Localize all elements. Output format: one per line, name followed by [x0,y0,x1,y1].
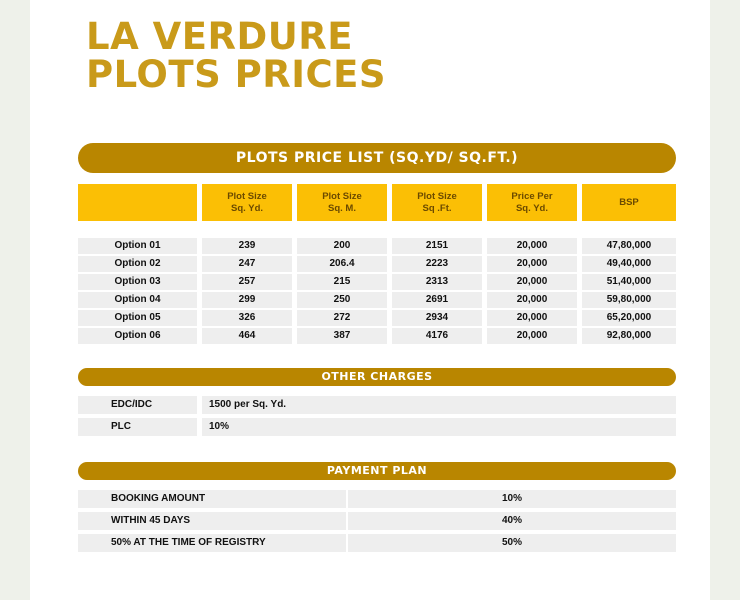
plan-label-booking: BOOKING AMOUNT [78,490,346,508]
price-sheet: LA VERDURE PLOTS PRICES PLOTS PRICE LIST (SQ.YD/ SQ.FT.) Plot Size Sq. Yd. Plot Size Sq. M. Plot Size Sq .Ft. Price Per Sq. Yd. BSP Option 01 239 200 2151 20,000 47,80,000 Option 02 247 206.4 2223 20,000 49,40,000 Option 03 257 215 2313 20,000 51,40,000 Option 04 299 250 2691 20,000 59,80,000 Option 05 326 272 2934 20,000 65,20,000 Option 06 464 387 4176 20,000 92,80,000 OTHER CHARGES EDC/IDC 1500 per Sq. Yd. PLC 10% PAYMENT PLAN BOOKING AMOUNT 10% WITHIN 45 DAYS 40% 50% AT THE TIME OF REGISTRY 50% [30,0,710,600]
header-cell-bsp: BSP [582,184,676,221]
header-cell-sq-ft: Plot Size Sq .Ft. [392,184,482,221]
header-cell-price: Price Per Sq. Yd. [487,184,577,221]
plan-value-booking: 10% [348,490,676,508]
header-cell-sq-m: Plot Size Sq. M. [297,184,387,221]
price-list-heading: PLOTS PRICE LIST (SQ.YD/ SQ.FT.) [78,143,676,173]
other-charges-heading: OTHER CHARGES [78,368,676,386]
plan-label-registry: 50% AT THE TIME OF REGISTRY [78,534,346,552]
plan-label-45-days: WITHIN 45 DAYS [78,512,346,530]
plan-value-registry: 50% [348,534,676,552]
charge-value-edc: 1500 per Sq. Yd. [202,396,676,414]
charge-label-plc: PLC [78,418,197,436]
header-cell-sq-yd: Plot Size Sq. Yd. [202,184,292,221]
charge-value-plc: 10% [202,418,676,436]
payment-plan-heading: PAYMENT PLAN [78,462,676,480]
title-line-2: PLOTS PRICES [86,53,387,96]
plan-value-45-days: 40% [348,512,676,530]
title-line-1: LA VERDURE [86,15,354,58]
page-title [86,15,387,96]
charge-label-edc: EDC/IDC [78,396,197,414]
header-cell-blank [78,184,197,221]
